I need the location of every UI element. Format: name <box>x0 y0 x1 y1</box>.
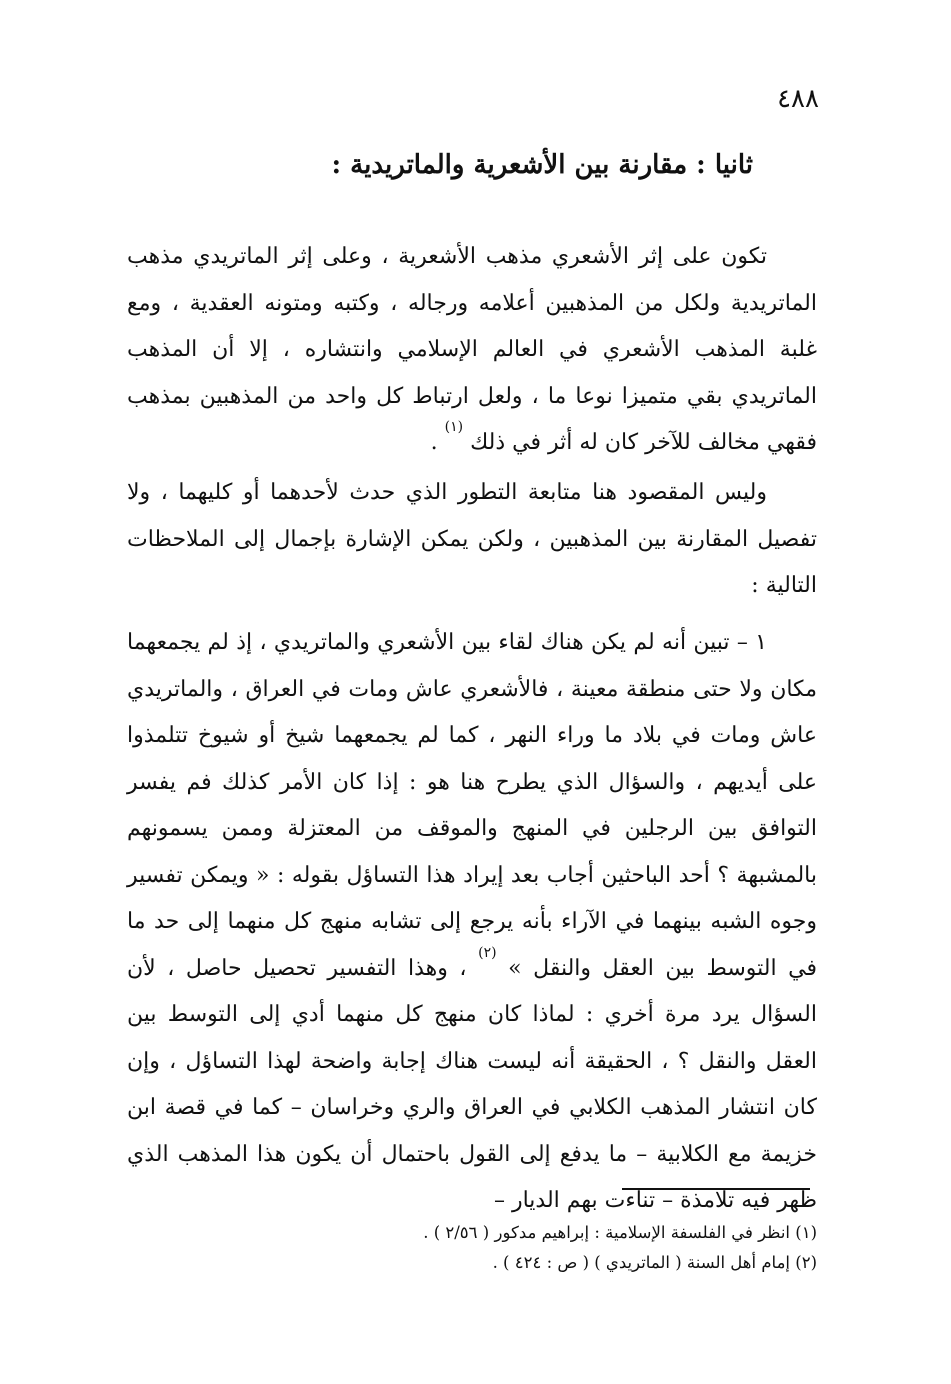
page-number: ٤٨٨ <box>777 84 819 114</box>
section-title: ثانيا : مقارنة بين الأشعرية والماتريدية : <box>331 150 753 180</box>
paragraph-intro <box>127 234 817 467</box>
paragraph-point-one <box>127 620 817 1225</box>
paragraph-text: ١ – تبين أنه لم يكن هناك لقاء بين الأشعري والماتريدي ، إذ لم يجمعهما مكان ولا حتى منطقة معينة ، فالأشعري عاش ومات في العراق ، والماتريدي عاش ومات في بلاد ما وراء النهر ، كما لم يجمعهما شيخ أو شيوخ تتلمذوا على أيديهم ، والسؤال الذي يطرح هنا هو : إذا كان الأمر كذلك فم يفسر التوافق بين الرجلين في المنهج والموقف من المعتزلة وممن يسمونهم بالمشبهة ؟ أحد الباحثين أجاب بعد إيراد هذا التساؤل بقوله : « ويمكن تفسير وجوه الشبه بينهما في الآراء بأنه يرجع إلى تشابه منهج كل منهما إلى حد ما في التوسط بين العقل والنقل » <box>127 630 818 981</box>
footnote-item: (١) انظر في الفلسفة الإسلامية : إبراهيم مدكور ( ٢/٥٦ ) . <box>423 1223 817 1242</box>
paragraph-tail: ، وهذا التفسير تحصيل حاصل ، لأن السؤال يرد مرة أخري : لماذا كان منهج كل منهما أدي إلى التوسط بين العقل والنقل ؟ ، الحقيقة أنه ليست هناك إجابة واضحة لهذا التساؤل ، وإن كان انتشار المذهب الكلابي في العراق والري وخراسان – كما في قصة ابن خزيمة مع الكلابية – ما يدفع إلى القول باحتمال أن يكون هذا المذهب الذي ظهر فيه تلامذة – تناءت بهم الديار – <box>127 955 818 1213</box>
footnote-ref: (١) <box>444 419 464 435</box>
paragraph-text: تكون على إثر الأشعري مذهب الأشعرية ، وعلى إثر الماتريدي مذهب الماتريدية ولكل من المذهبين أعلامه ورجاله ، وكتبه ومتونه العقدية ، ومع غلبة المذهب الأشعري في العالم الإسلامي وانتشاره ، إلا أن المذهب الماتريدي بقي متميزا نوعا ما ، ولعل ارتباط كل واحد من المذهبين بمذهب فقهي مخالف للآخر كان له أثر في ذلك <box>127 244 817 455</box>
paragraph-tail: . <box>430 430 445 455</box>
footnote-ref: (٢) <box>478 944 497 961</box>
paragraph-text: وليس المقصود هنا متابعة التطور الذي حدث لأحدهما أو كليهما ، ولا تفصيل المقارنة بين المذهبين ، ولكن يمكن الإشارة بإجمال إلى الملاحظات التالية : <box>127 480 817 598</box>
footnotes <box>423 1218 817 1278</box>
paragraph-purpose <box>127 470 817 610</box>
footnote-divider <box>622 1188 810 1190</box>
footnote-item: (٢) إمام أهل السنة ( الماتريدي ) ( ص : ٤٢٤ ) . <box>492 1253 817 1272</box>
